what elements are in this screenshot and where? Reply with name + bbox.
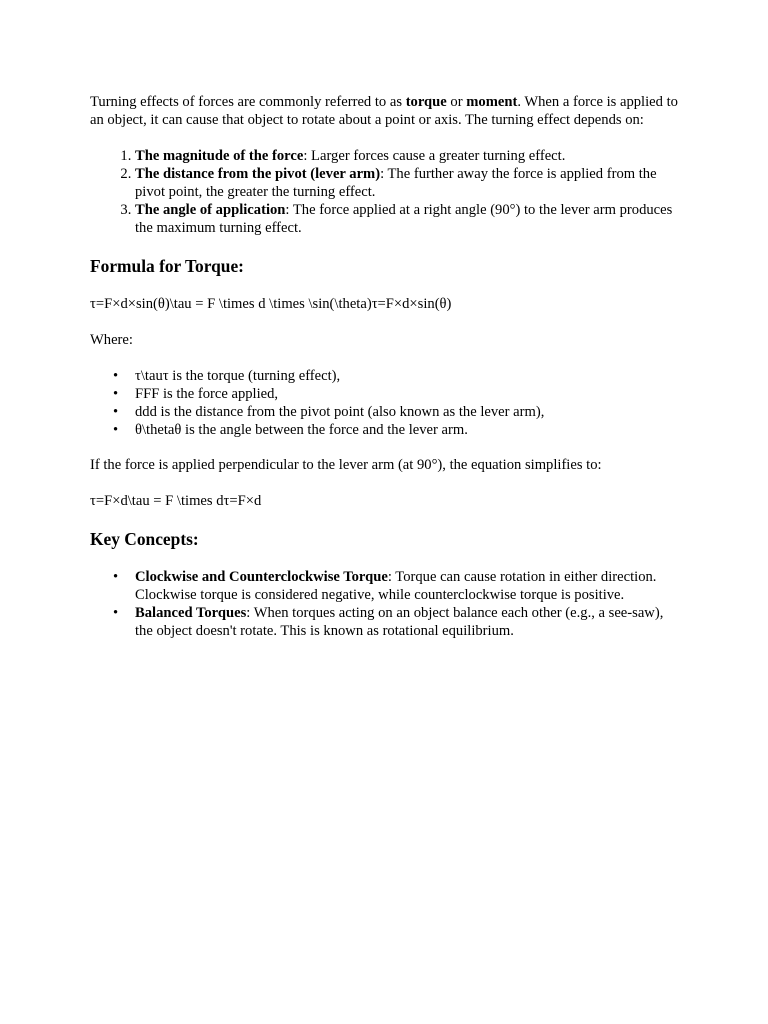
factor-item [135, 147, 682, 165]
factor-desc: : The force applied at a right angle (90°) to the lever arm produces the maximum turning effect. [135, 202, 673, 236]
definition-item [113, 421, 682, 439]
bullet-icon: • [113, 422, 119, 438]
simplify-paragraph: If the force is applied perpendicular to the lever arm (at 90°), the equation simplifies to: [90, 457, 602, 473]
factors-list [90, 147, 682, 237]
intro-text-a: Turning effects of forces are commonly referred to as [90, 94, 406, 110]
intro-text-or: or [446, 94, 467, 110]
intro-term-torque: torque [405, 94, 447, 110]
intro-paragraph [90, 93, 682, 129]
bullet-icon: • [113, 386, 119, 402]
definition-text: τ\tauτ is the torque (turning effect), [135, 368, 341, 384]
definition-item [113, 403, 682, 421]
concepts-heading: Key Concepts: [90, 529, 199, 549]
factor-desc: : The further away the force is applied from the pivot point, the greater the turning effect. [135, 166, 657, 200]
where-label: Where: [90, 332, 133, 348]
intro-text-b: . When a force is applied to an object, it can cause that object to rotate about a point or axis. The turning effect depends on: [90, 94, 678, 128]
formula-heading: Formula for Torque: [90, 256, 244, 276]
factor-term: The magnitude of the force [135, 148, 304, 164]
concepts-list [90, 568, 682, 640]
concept-term: Clockwise and Counterclockwise Torque [135, 569, 388, 585]
definition-item [113, 385, 682, 403]
factor-term: The angle of application [135, 202, 286, 218]
bullet-icon: • [113, 404, 119, 420]
definition-text: FFF is the force applied, [135, 386, 279, 402]
concept-desc: : Torque can cause rotation in either direction. Clockwise torque is considered negative, while counterclockwise torque is positive. [135, 569, 657, 603]
bullet-icon: • [113, 569, 119, 585]
torque-formula: τ=F×d×sin(θ)\tau = F \times d \times \sin(\theta)τ=F×d×sin(θ) [90, 296, 452, 312]
factor-desc: : Larger forces cause a greater turning effect. [303, 148, 566, 164]
concept-term: Balanced Torques [135, 605, 247, 621]
concept-item [113, 568, 682, 604]
simplified-formula: τ=F×d\tau = F \times dτ=F×d [90, 493, 262, 509]
definition-text: θ\thetaθ is the angle between the force and the lever arm. [135, 422, 468, 438]
bullet-icon: • [113, 605, 119, 621]
intro-term-moment: moment [466, 94, 518, 110]
definitions-list [90, 367, 682, 439]
definition-item [113, 367, 682, 385]
factor-term: The distance from the pivot (lever arm) [135, 166, 381, 182]
document-body [90, 93, 682, 657]
definition-text: ddd is the distance from the pivot point (also known as the lever arm), [135, 404, 545, 420]
concept-item [113, 604, 682, 640]
factor-item [135, 165, 682, 201]
bullet-icon: • [113, 368, 119, 384]
concept-desc: : When torques acting on an object balance each other (e.g., a see-saw), the object doesn't rotate. This is known as rotational equilibrium. [135, 605, 664, 639]
factor-item [135, 201, 682, 237]
